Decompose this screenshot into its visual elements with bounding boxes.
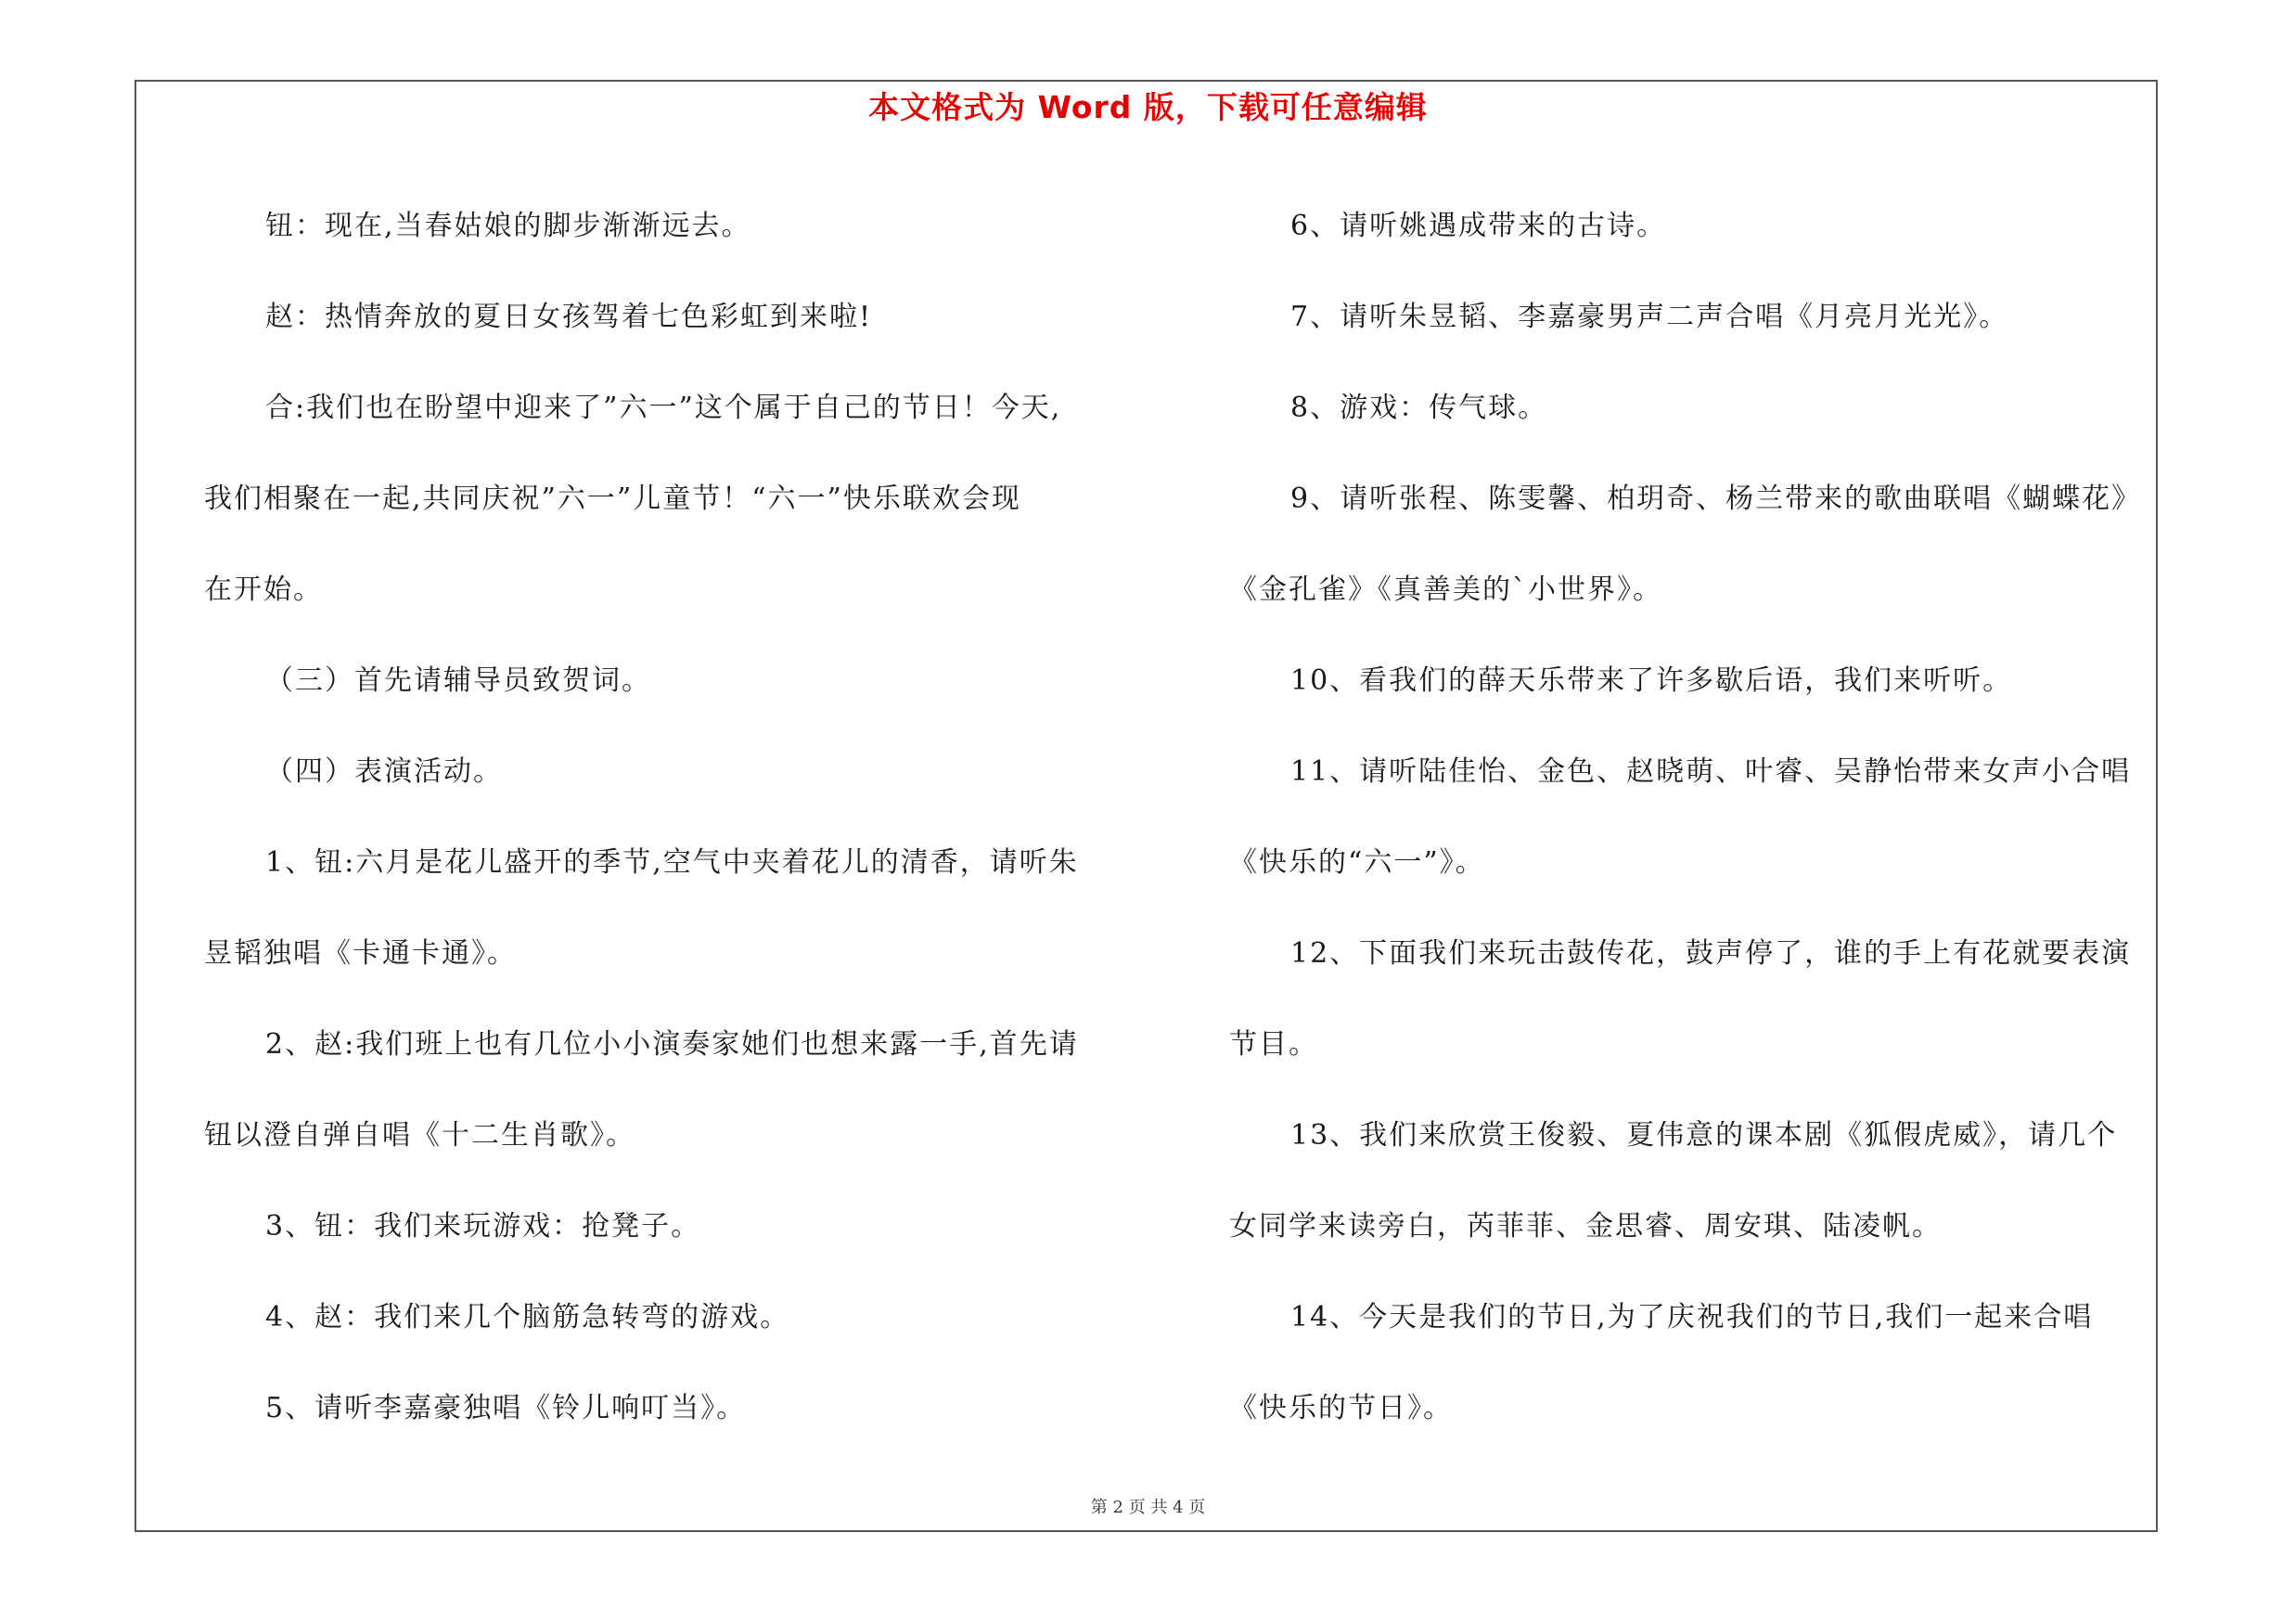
paragraph: 10、看我们的薛天乐带来了许多歇后语，我们来听听。	[1290, 664, 2013, 697]
left-column	[204, 181, 1132, 1454]
paragraph: 3、钮：我们来玩游戏：抢凳子。	[265, 1210, 701, 1243]
paragraph-continuation: 在开始。	[204, 573, 323, 606]
paragraph: 13、我们来欣赏王俊毅、夏伟意的课本剧《狐假虎威》，请几个	[1290, 1119, 2118, 1152]
paragraph: 4、赵：我们来几个脑筋急转弯的游戏。	[265, 1301, 790, 1333]
paragraph: 12、下面我们来玩击鼓传花，鼓声停了，谁的手上有花就要表演	[1290, 937, 2132, 970]
paragraph-continuation: 我们相聚在一起,共同庆祝”六一”儿童节！“六一”快乐联欢会现	[204, 483, 1021, 515]
paragraph: 1、钮:六月是花儿盛开的季节,空气中夹着花儿的清香，请听朱	[265, 846, 1079, 879]
paragraph: （三）首先请辅导员致贺词。	[265, 664, 651, 697]
paragraph: 8、游戏：传气球。	[1290, 392, 1548, 424]
paragraph: 5、请听李嘉豪独唱《铃儿响叮当》。	[265, 1392, 747, 1424]
paragraph-continuation: 女同学来读旁白，芮菲菲、金思睿、周安琪、陆凌帆。	[1229, 1210, 1942, 1243]
paragraph-continuation: 《快乐的节日》。	[1229, 1392, 1453, 1424]
paragraph-continuation: 《快乐的“六一”》。	[1229, 846, 1485, 879]
right-column	[1229, 181, 2175, 1454]
page-number-footer: 第 2 页 共 4 页	[1090, 1498, 1206, 1517]
paragraph: 14、今天是我们的节日,为了庆祝我们的节日,我们一起来合唱	[1290, 1301, 2094, 1333]
paragraph: 11、请听陆佳怡、金色、赵晓萌、叶睿、吴静怡带来女声小合唱	[1290, 755, 2132, 788]
paragraph: 赵：热情奔放的夏日女孩驾着七色彩虹到来啦!	[265, 301, 873, 333]
format-banner: 本文格式为 Word 版，下载可任意编辑	[868, 89, 1428, 125]
paragraph: 7、请听朱昱韬、李嘉豪男声二声合唱《月亮月光光》。	[1290, 301, 2009, 333]
paragraph-continuation: 昱韬独唱《卡通卡通》。	[204, 937, 517, 970]
paragraph: 6、请听姚遇成带来的古诗。	[1290, 210, 1667, 242]
paragraph-continuation: 节目。	[1229, 1028, 1318, 1061]
paragraph-continuation: 《金孔雀》《真善美的`小世界》。	[1229, 573, 1662, 606]
paragraph: （四）表演活动。	[265, 755, 503, 788]
paragraph: 合:我们也在盼望中迎来了”六一”这个属于自己的节日！今天,	[265, 392, 1062, 424]
paragraph: 9、请听张程、陈雯馨、柏玥奇、杨兰带来的歌曲联唱《蝴蝶花》	[1290, 483, 2142, 515]
paragraph: 钮：现在,当春姑娘的脚步渐渐远去。	[265, 210, 751, 242]
paragraph-continuation: 钮以澄自弹自唱《十二生肖歌》。	[204, 1119, 635, 1152]
paragraph: 2、赵:我们班上也有几位小小演奏家她们也想来露一手,首先请	[265, 1028, 1079, 1061]
